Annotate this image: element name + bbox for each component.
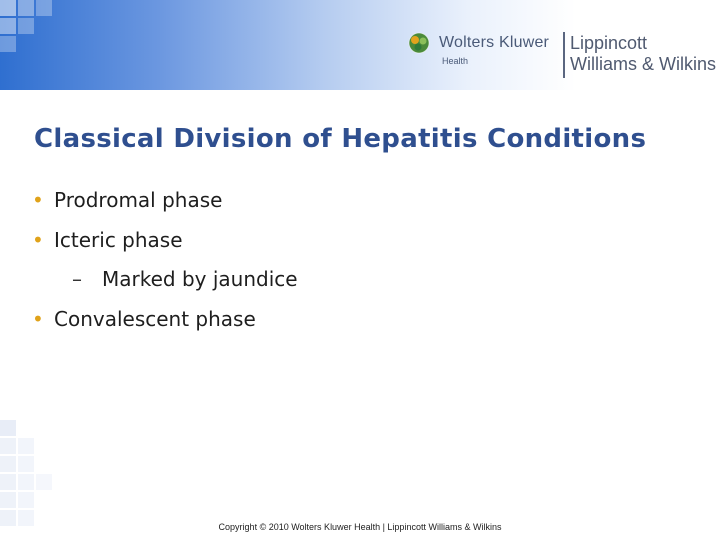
bullet-dot: • (32, 188, 44, 212)
bullet-item (32, 307, 256, 331)
sub-bullet-dash: – (72, 267, 82, 291)
copyright-footer: Copyright © 2010 Wolters Kluwer Health | Lippincott Williams & Wilkins (218, 522, 502, 532)
brand-secondary-line2: Williams & Wilkins (570, 54, 716, 74)
bullet-text: Icteric phase (54, 228, 183, 252)
bullet-item (32, 188, 222, 212)
bullet-dot: • (32, 228, 44, 252)
brand-secondary-line1: Lippincott (570, 33, 648, 53)
bullet-text: Prodromal phase (54, 188, 223, 212)
bullet-text: Convalescent phase (54, 307, 256, 331)
brand-primary: Wolters Kluwer (439, 34, 550, 51)
bullet-dot: • (32, 307, 44, 331)
logo-divider (563, 32, 565, 78)
sub-bullet-item (72, 267, 298, 291)
sub-bullet-text: Marked by jaundice (102, 267, 298, 291)
brand-sub: Health (442, 56, 469, 66)
slide-title: Classical Division of Hepatitis Conditions (34, 124, 647, 154)
bullet-item (32, 228, 183, 252)
wolters-kluwer-globe-icon (408, 32, 430, 54)
